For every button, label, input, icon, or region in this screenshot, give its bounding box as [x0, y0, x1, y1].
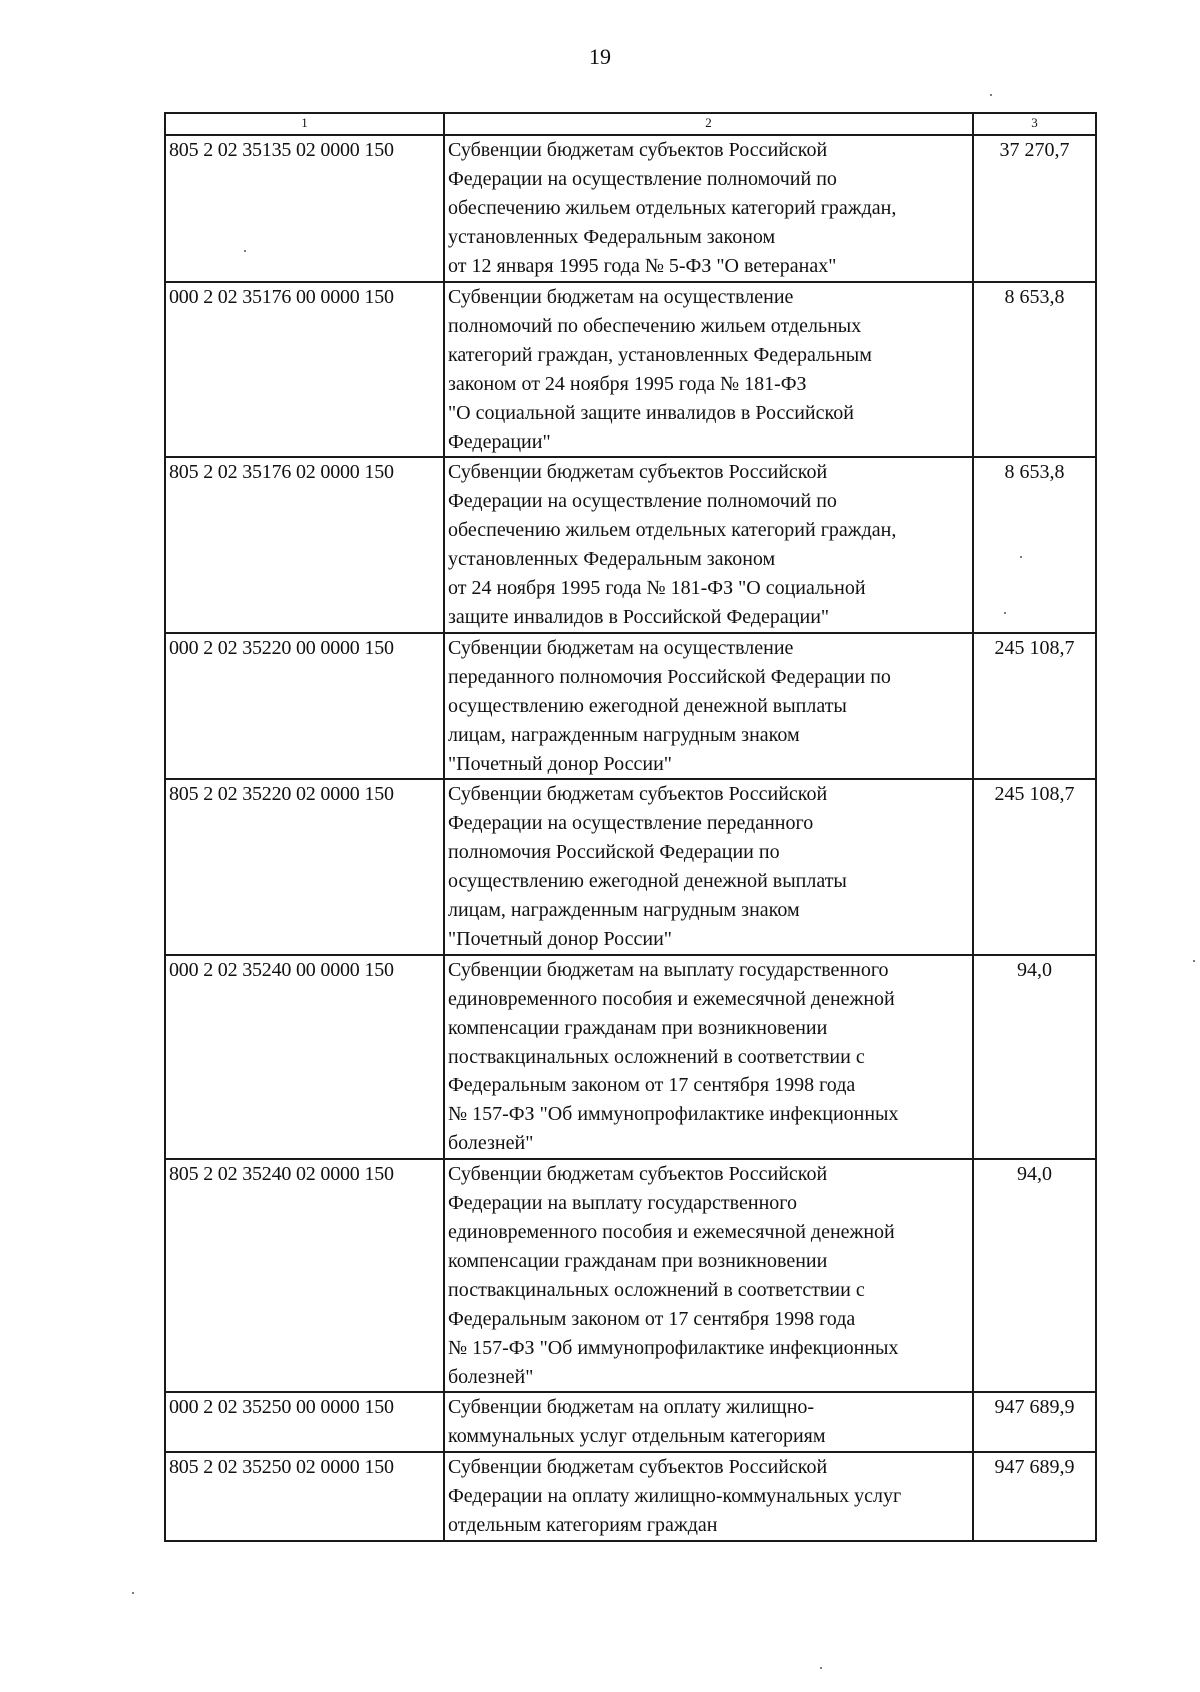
scan-speck	[132, 1592, 134, 1594]
description-line: единовременного пособия и ежемесячной денежной	[448, 1221, 895, 1243]
scan-speck	[1193, 960, 1195, 962]
table-body	[165, 135, 1096, 1541]
scan-speck	[244, 250, 246, 252]
table-row	[165, 1452, 1096, 1541]
budget-code-cell: 805 2 02 35250 02 0000 150	[165, 1452, 444, 1541]
description-line: поствакцинальных осложнений в соответствии с	[448, 1278, 865, 1301]
description-line: Федеральным законом от 17 сентября 1998 года	[448, 1307, 856, 1330]
budget-code-cell: 805 2 02 35220 02 0000 150	[165, 779, 444, 954]
description-cell	[444, 457, 973, 632]
description-cell	[444, 282, 973, 457]
amount-cell: 245 108,7	[973, 779, 1096, 954]
amount-cell: 94,0	[973, 1159, 1096, 1392]
description-line: Субвенции бюджетам на осуществление	[448, 636, 794, 659]
description-line: единовременного пособия и ежемесячной денежной	[448, 987, 895, 1010]
column-header-3: 3	[973, 113, 1096, 135]
amount-cell: 947 689,9	[973, 1452, 1096, 1541]
description-line: осуществлению ежегодной денежной выплаты	[448, 870, 847, 893]
description-line: защите инвалидов в Российской Федерации"	[448, 605, 830, 628]
amount-cell: 37 270,7	[973, 135, 1096, 282]
description-line: Субвенции бюджетам субъектов Российской	[448, 1456, 828, 1479]
description-line: Субвенции бюджетам на выплату государственного	[448, 958, 889, 981]
amount-cell: 947 689,9	[973, 1392, 1096, 1452]
scan-speck	[1004, 612, 1006, 614]
description-cell	[444, 1159, 973, 1392]
description-line: компенсации гражданам при возникновении	[448, 1016, 828, 1039]
amount-cell: 8 653,8	[973, 457, 1096, 632]
description-line: полномочий по обеспечению жильем отдельных	[448, 314, 862, 337]
description-cell	[444, 955, 973, 1159]
description-cell	[444, 633, 973, 780]
table-row	[165, 282, 1096, 457]
table-row	[165, 955, 1096, 1159]
description-line: Федеральным законом от 17 сентября 1998 года	[448, 1074, 856, 1097]
description-line: "Почетный донор России"	[448, 752, 672, 775]
description-line: Федерации"	[448, 430, 551, 453]
description-line: Субвенции бюджетам субъектов Российской	[448, 139, 828, 161]
description-line: Федерации на выплату государственного	[448, 1192, 797, 1215]
scan-speck	[1020, 556, 1022, 558]
description-line: коммунальных услуг отдельным категориям	[448, 1425, 826, 1448]
description-line: Федерации на осуществление полномочий по	[448, 490, 837, 513]
description-line: компенсации гражданам при возникновении	[448, 1249, 828, 1272]
description-line: обеспечению жильем отдельных категорий граждан,	[448, 196, 897, 219]
description-line: осуществлению ежегодной денежной выплаты	[448, 694, 847, 717]
description-line: Федерации на оплату жилищно-коммунальных услуг	[448, 1485, 902, 1508]
description-line: лицам, награжденным нагрудным знаком	[448, 899, 800, 922]
description-line: поствакцинальных осложнений в соответствии с	[448, 1045, 865, 1068]
description-line: установленных Федеральным законом	[448, 225, 776, 248]
description-line: полномочия Российской Федерации по	[448, 841, 780, 864]
description-line: болезней"	[448, 1365, 534, 1388]
table-header	[165, 113, 1096, 135]
budget-code-cell: 000 2 02 35240 00 0000 150	[165, 955, 444, 1159]
table-row	[165, 135, 1096, 282]
description-line: болезней"	[448, 1132, 534, 1155]
scan-speck	[990, 94, 992, 96]
description-line: Субвенции бюджетам на осуществление	[448, 286, 794, 308]
description-line: Субвенции бюджетам на оплату жилищно-	[448, 1396, 815, 1419]
description-line: Субвенции бюджетам субъектов Российской	[448, 1163, 828, 1186]
column-header-2: 2	[444, 113, 973, 135]
amount-cell: 8 653,8	[973, 282, 1096, 457]
budget-code-cell: 805 2 02 35135 02 0000 150	[165, 135, 444, 282]
budget-code-cell: 805 2 02 35240 02 0000 150	[165, 1159, 444, 1392]
description-cell	[444, 779, 973, 954]
description-line: от 12 января 1995 года № 5-ФЗ "О ветеранах"	[448, 254, 837, 277]
description-cell	[444, 1452, 973, 1541]
description-line: № 157-ФЗ "Об иммунопрофилактике инфекционных	[448, 1103, 899, 1126]
description-cell	[444, 1392, 973, 1452]
budget-code-cell: 000 2 02 35220 00 0000 150	[165, 633, 444, 780]
budget-code-cell: 000 2 02 35176 00 0000 150	[165, 282, 444, 457]
header-row	[165, 113, 1096, 135]
budget-table	[164, 112, 1097, 1542]
budget-code-cell: 000 2 02 35250 00 0000 150	[165, 1392, 444, 1452]
budget-code-cell: 805 2 02 35176 02 0000 150	[165, 457, 444, 632]
description-line: обеспечению жильем отдельных категорий граждан,	[448, 519, 897, 542]
description-line: установленных Федеральным законом	[448, 548, 776, 571]
description-line: Федерации на осуществление полномочий по	[448, 167, 837, 190]
table-row	[165, 633, 1096, 780]
description-line: "О социальной защите инвалидов в Российской	[448, 401, 854, 424]
description-line: категорий граждан, установленных Федеральным	[448, 343, 872, 366]
description-line: Федерации на осуществление переданного	[448, 812, 814, 835]
amount-cell: 245 108,7	[973, 633, 1096, 780]
column-header-1: 1	[165, 113, 444, 135]
description-line: Субвенции бюджетам субъектов Российской	[448, 461, 828, 484]
description-cell	[444, 135, 973, 282]
description-line: законом от 24 ноября 1995 года № 181-ФЗ	[448, 372, 807, 395]
description-line: от 24 ноября 1995 года № 181-ФЗ "О социальной	[448, 577, 866, 600]
description-line: лицам, награжденным нагрудным знаком	[448, 723, 800, 746]
page-number: 19	[589, 44, 611, 69]
description-line: "Почетный донор России"	[448, 927, 672, 950]
description-line: Субвенции бюджетам субъектов Российской	[448, 783, 828, 806]
scan-speck	[820, 1667, 822, 1669]
table-row	[165, 779, 1096, 954]
table-row	[165, 1392, 1096, 1452]
table-row	[165, 457, 1096, 632]
table-row	[165, 1159, 1096, 1392]
description-line: переданного полномочия Российской Федерации по	[448, 665, 891, 688]
amount-cell: 94,0	[973, 955, 1096, 1159]
description-line: отдельным категориям граждан	[448, 1514, 718, 1537]
description-line: № 157-ФЗ "Об иммунопрофилактике инфекционных	[448, 1336, 899, 1359]
